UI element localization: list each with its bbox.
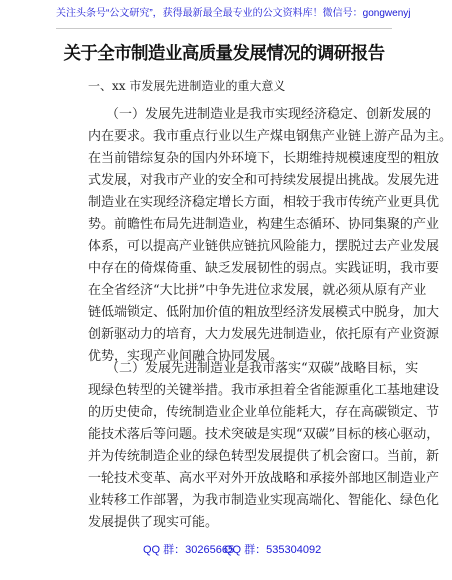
section-heading: 一、xx 市发展先进制造业的重大意义 [88, 79, 286, 93]
paragraph-2 [88, 358, 440, 534]
paragraph-line: 在当前错综复杂的国内外环境下，长期维持规模速度型的粗放 [88, 151, 440, 166]
paragraph-line: 发展提供了现实可能。 [88, 515, 219, 530]
paragraph-line: 的历史使命，传统制造业企业单位能耗大，存在高碳锁定、节 [88, 405, 440, 420]
paragraph-line: 创新驱动力的培育，大力发展先进制造业，依托原有产业资源 [88, 327, 440, 342]
document-title: 关于全市制造业高质量发展情况的调研报告 [63, 44, 385, 64]
paragraph-line: 并为传统制造企业的绿色转型发展提供了机会窗口。当前，新 [88, 449, 440, 464]
footer-qq-group-2: QQ 群：535304092 [224, 544, 322, 556]
paragraph-line: 内在要求。我市重点行业以生产煤电钢焦产业链上游产品为主。 [88, 129, 452, 144]
paragraph-line: 制造业在实现经济稳定增长方面，相较于我市传统产业更具优 [88, 195, 440, 210]
paragraph-line: （二）发展先进制造业是我市落实“双碳”战略目标，实 [106, 361, 419, 376]
paragraph-line: 优势，实现产业间融合协同发展。 [88, 349, 284, 364]
paragraph-line: 体系，可以提高产业链供应链抗风险能力，摆脱过去产业发展 [88, 239, 440, 254]
paragraph-line: 链低端锁定、低附加价值的粗放型经济发展模式中脱身，加大 [88, 305, 440, 320]
paragraph-line: 业转移工作部署，为我市制造业实现高端化、智能化、绿色化 [88, 493, 440, 508]
header-note: 关注头条号“公文研究”，获得最新最全最专业的公文资料库！微信号：gongwenyj [56, 8, 411, 19]
paragraph-line: 能技术落后等问题。技术突破是实现“双碳”目标的核心驱动， [88, 427, 440, 442]
paragraph-line: 在全省经济“大比拼”中争先进位求发展，就必须从原有产业 [88, 283, 427, 298]
footer-qq-group-1: QQ 群：30265665 [143, 544, 235, 556]
footer [0, 542, 448, 558]
paragraph-line: 势。前瞻性布局先进制造业，构建生态循环、协同集聚的产业 [88, 217, 440, 232]
paragraph-line: 一轮技术变革、高水平对外开放战略和承接外部地区制造业产 [88, 471, 440, 486]
paragraph-line: 中存在的倚煤倚重、缺乏发展韧性的弱点。实践证明，我市要 [88, 261, 440, 276]
paragraph-line: 式发展，对我市产业的安全和可持续发展提出挑战。发展先进 [88, 173, 440, 188]
paragraph-line: 现绿色转型的关键举措。我市承担着全省能源重化工基地建设 [88, 383, 440, 398]
paragraph-line: （一）发展先进制造业是我市实现经济稳定、创新发展的 [106, 107, 432, 122]
paragraph-1 [88, 104, 452, 368]
header-divider [56, 28, 392, 29]
